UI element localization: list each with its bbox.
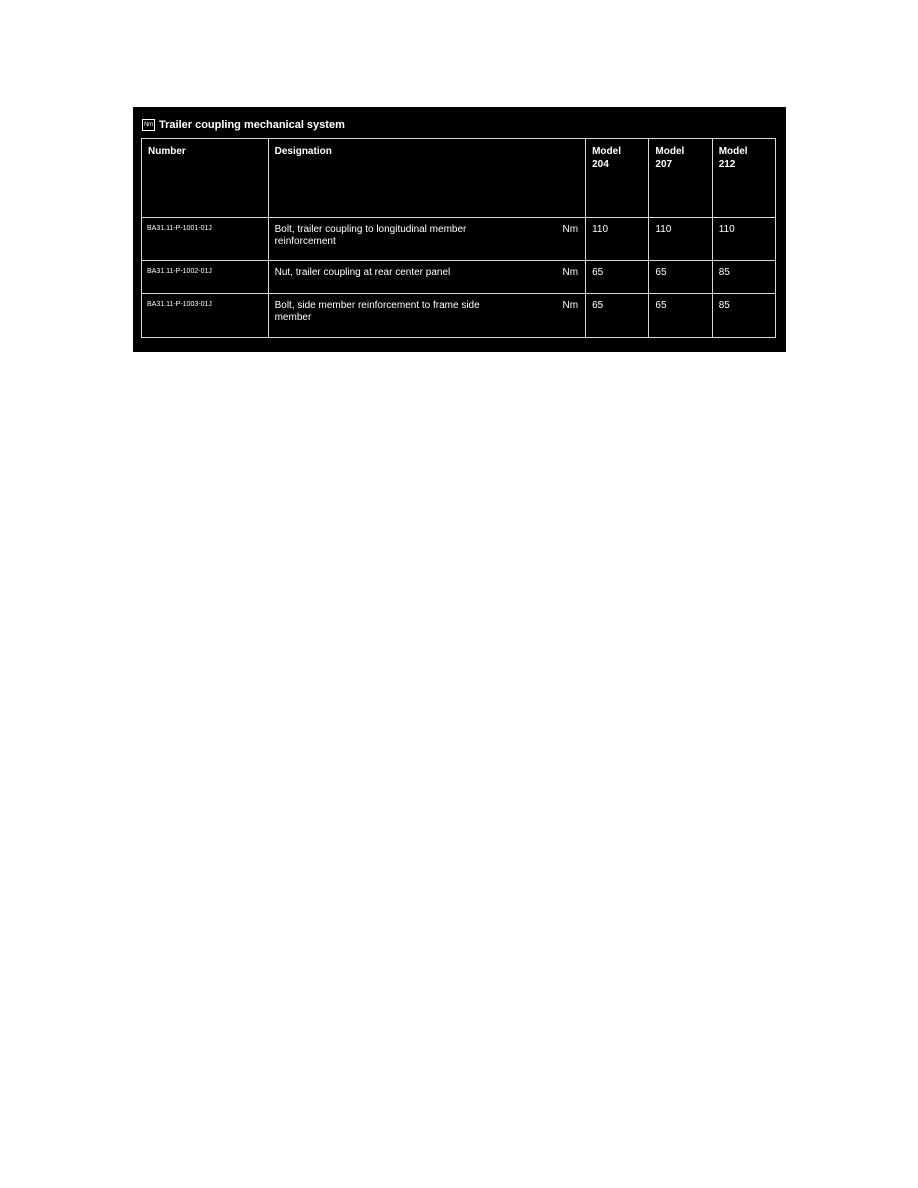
cell-model-204: 65 (586, 294, 649, 338)
column-header-model-212 (712, 139, 775, 218)
torque-spec-panel (133, 107, 786, 352)
cell-model-207: 65 (649, 261, 712, 294)
torque-unit: Nm (562, 224, 579, 235)
cell-model-212: 110 (712, 218, 775, 261)
table-row (142, 261, 776, 294)
cell-model-212: 85 (712, 294, 775, 338)
cell-designation (268, 294, 586, 338)
designation-text: Nut, trailer coupling at rear center panel (274, 267, 451, 278)
panel-title-text: Trailer coupling mechanical system (159, 119, 345, 131)
cell-designation (268, 218, 586, 261)
nm-torque-icon: Nm (142, 119, 155, 131)
cell-model-207: 110 (649, 218, 712, 261)
model-label: Model (655, 146, 685, 157)
cell-number: BA31.11-P-1001-01J (142, 218, 269, 261)
table-row (142, 294, 776, 338)
torque-table (141, 138, 776, 338)
cell-designation (268, 261, 586, 294)
table-row (142, 218, 776, 261)
cell-model-212: 85 (712, 261, 775, 294)
model-label: Model (718, 146, 748, 157)
panel-title (142, 117, 345, 133)
torque-unit: Nm (562, 267, 579, 278)
model-number: 212 (718, 159, 736, 170)
column-header-number: Number (142, 139, 269, 218)
cell-number: BA31.11-P-1002-01J (142, 261, 269, 294)
model-number: 204 (592, 159, 609, 170)
designation-text: Bolt, trailer coupling to longitudinal member reinforcement (274, 224, 467, 247)
cell-number: BA31.11-P-1003-01J (142, 294, 269, 338)
cell-model-204: 110 (586, 218, 649, 261)
column-header-designation: Designation (268, 139, 586, 218)
torque-unit: Nm (562, 300, 579, 311)
cell-model-207: 65 (649, 294, 712, 338)
column-header-model-204 (586, 139, 649, 218)
column-header-model-207 (649, 139, 712, 218)
table-header-row (142, 139, 776, 218)
cell-model-204: 65 (586, 261, 649, 294)
model-label: Model (592, 146, 621, 157)
model-number: 207 (655, 159, 673, 170)
designation-text: Bolt, side member reinforcement to frame side member (274, 300, 480, 323)
